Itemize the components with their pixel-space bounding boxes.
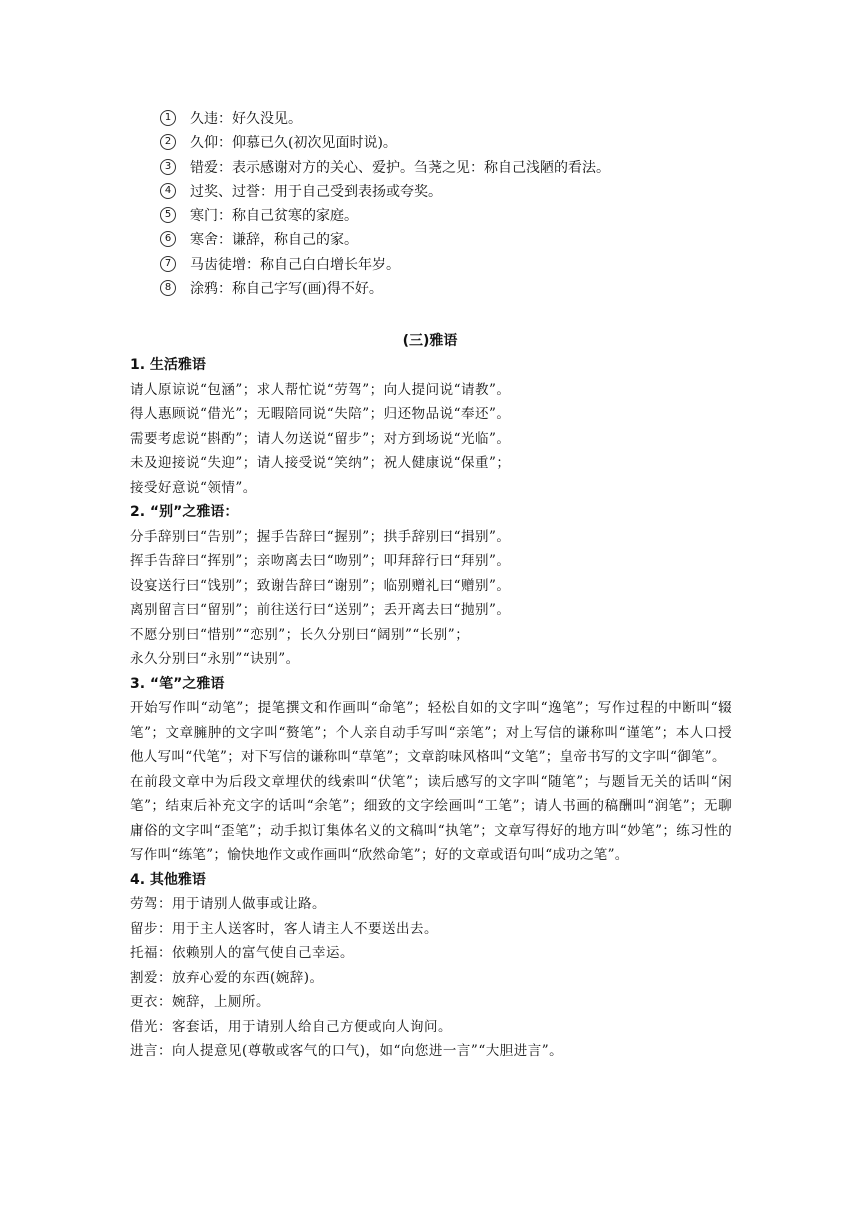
list-item [160,156,760,180]
list-item [160,253,760,277]
text-line: 需要考虑说“斟酌”；请人勿送说“留步”；对方到场说“光临”。 [130,430,511,447]
list-item-text: 涂鸦：称自己字写(画)得不好。 [190,281,383,298]
list-item-text: 寒舍：谦辞，称自己的家。 [190,232,358,249]
text-line: 得人惠顾说“借光”；无暇陪同说“失陪”；归还物品说“奉还”。 [130,406,511,422]
list-item-text: 错爱：表示感谢对方的关心、爱护。刍荛之见：称自己浅陋的看法。 [190,159,610,176]
text-line: 永久分别曰“永别”“诀别”。 [130,651,300,667]
circled-number: 1 [160,110,176,126]
text-line: 未及迎接说“失迎”；请人接受说“笑纳”；祝人健康说“保重”； [130,455,511,471]
list-item-text: 马齿徒增：称自己白白增长年岁。 [190,256,400,273]
text-line: 割爱：放弃心爱的东西(婉辞)。 [130,969,324,986]
text-line: 借光：客套话，用于请别人给自己方便或向人询问。 [130,1018,452,1035]
text-line: 劳驾：用于请别人做事或让路。 [130,896,326,912]
paragraph: 开始写作叫“动笔”；提笔撰文和作画叫“命笔”；轻松自如的文字叫“逸笔”；写作过程的中断叫“辍笔”；文章臃肿的文字叫“赘笔”；个人亲自动手写叫“亲笔”；对上写信的谦称叫“谨笔”；本人口授他人写叫“代笔”；对下写信的谦称叫“草笔”；文章韵味风格叫“文笔”；皇帝书写的文字叫“御笔”。 [130,700,732,765]
text-line: 更衣：婉辞，上厕所。 [130,994,270,1010]
list-item [160,107,760,131]
circled-number: 5 [160,207,176,223]
subsection-heading-pen: 3. “笔”之雅语 [130,675,225,692]
text-line: 离别留言曰“留别”；前往送行曰“送别”；丢开离去曰“抛别”。 [130,602,511,618]
subsection-heading-farewell: 2. “别”之雅语： [130,504,239,520]
paragraph: 在前段文章中为后段文章埋伏的线索叫“伏笔”；读后感写的文字叫“随笔”；与题旨无关的话叫“闲笔”；结束后补充文字的话叫“余笔”；细致的文字绘画叫“工笔”；请人书画的稿酬叫“润笔”；无聊庸俗的文字叫“歪笔”；动手拟订集体名义的文稿叫“执笔”；文章写得好的地方叫“妙笔”；练习性的写作叫“练笔”；愉快地作文或作画叫“欣然命笔”；好的文章或语句叫“成功之笔”。 [130,773,732,863]
circled-number: 3 [160,159,176,175]
circled-number: 8 [160,280,176,296]
numbered-list [160,107,760,301]
text-line: 托福：依赖别人的富气使自己幸运。 [130,945,354,961]
section-title: (三)雅语 [402,333,458,349]
text-line: 留步：用于主人送客时，客人请主人不要送出去。 [130,920,438,937]
list-item-text: 久违：好久没见。 [190,111,302,127]
circled-number: 2 [160,134,176,150]
circled-number: 6 [160,231,176,247]
list-item [160,131,760,155]
subsection-heading-life: 1. 生活雅语 [130,357,206,373]
circled-number: 7 [160,256,176,272]
text-line: 分手辞别曰“告别”；握手告辞曰“握别”；拱手辞别曰“揖别”。 [130,528,511,545]
text-line: 不愿分别曰“惜别”“恋别”；长久分别曰“阔别”“长别”； [130,626,470,643]
list-item-text: 寒门：称自己贫寒的家庭。 [190,208,358,225]
list-item-text: 过奖、过誉：用于自己受到表扬或夸奖。 [190,183,442,200]
list-item [160,204,760,228]
text-line: 挥手告辞曰“挥别”；亲吻离去曰“吻别”；叩拜辞行曰“拜别”。 [130,553,511,569]
text-line: 请人原谅说“包涵”；求人帮忙说“劳驾”；向人提问说“请教”。 [130,381,511,398]
text-line: 进言：向人提意见(尊敬或客气的口气)，如“向您进一言”“大胆进言”。 [130,1043,564,1059]
text-line: 设宴送行曰“饯别”；致谢告辞曰“谢别”；临别赠礼曰“赠别”。 [130,577,511,594]
main-content [130,353,732,1064]
list-item-text: 久仰：仰慕已久(初次见面时说)。 [190,135,397,152]
list-item [160,180,760,204]
list-item [160,277,760,301]
subsection-heading-other: 4. 其他雅语 [130,871,206,888]
list-item [160,228,760,252]
circled-number: 4 [160,183,176,199]
text-line: 接受好意说“领情”。 [130,479,257,496]
